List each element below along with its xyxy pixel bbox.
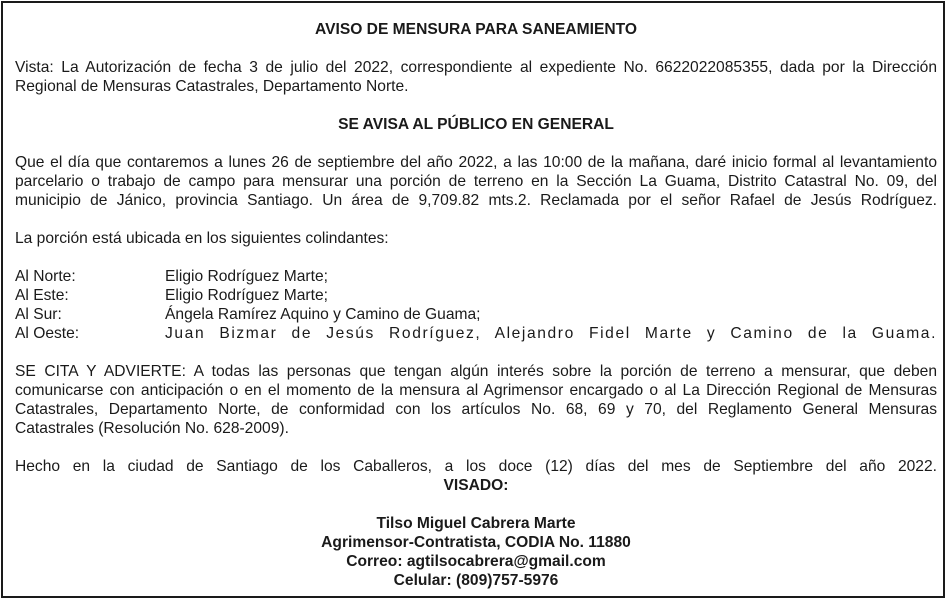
summons-line: comunicarse con anticipación o en el momento de la mensura al Agrimensor encargado o al La Dirección Regional de Mensuras xyxy=(15,382,937,399)
boundary-label: Al Oeste: xyxy=(15,325,80,342)
boundary-value: Eligio Rodríguez Marte; xyxy=(165,287,328,304)
vista-paragraph xyxy=(15,58,937,96)
announcement-paragraph xyxy=(15,153,937,210)
boundary-row-norte xyxy=(15,267,937,286)
boundaries-list xyxy=(15,267,937,343)
summons-paragraph xyxy=(15,362,937,438)
boundary-row-este xyxy=(15,286,937,305)
summons-line: Catastrales (Resolución No. 628-2009). xyxy=(15,420,289,437)
signer-name: Tilso Miguel Cabrera Marte xyxy=(376,515,576,532)
vista-line: Vista: La Autorización de fecha 3 de julio del 2022, correspondiente al expediente No. 6622022085355, dada por la Dirección xyxy=(15,59,937,76)
summons-line: Catastrales, Departamento Norte, de conformidad con los artículos No. 68, 69 y 70, del Reglamento General Mensuras xyxy=(15,401,937,418)
signer-role: Agrimensor-Contratista, CODIA No. 11880 xyxy=(321,534,631,551)
boundary-label: Al Este: xyxy=(15,287,69,304)
boundary-value: Eligio Rodríguez Marte; xyxy=(165,268,328,285)
boundaries-intro: La porción está ubicada en los siguientes colindantes: xyxy=(15,230,389,247)
vista-line: Regional de Mensuras Catastrales, Departamento Norte. xyxy=(15,78,409,95)
visado-label: VISADO: xyxy=(443,477,509,494)
notice-title: AVISO DE MENSURA PARA SANEAMIENTO xyxy=(314,21,637,38)
closing-statement: Hecho en la ciudad de Santiago de los Caballeros, a los doce (12) días del mes de Septiembre del año 2022. xyxy=(15,458,937,475)
boundary-value: Ángela Ramírez Aquino y Camino de Guama; xyxy=(165,306,481,323)
notice-content xyxy=(15,20,937,590)
summons-line: SE CITA Y ADVIERTE: A todas las personas que tengan algún interés sobre la porción de terreno a mensurar, que deben xyxy=(15,363,937,380)
boundary-label: Al Sur: xyxy=(15,306,62,323)
announcement-line: parcelario o trabajo de campo para mensurar una porción de terreno en la Sección La Guama, Distrito Catastral No. 09, del xyxy=(15,173,937,190)
announcement-line: municipio de Jánico, provincia Santiago. Un área de 9,709.82 mts.2. Reclamada por el señor Rafael de Jesús Rodríguez. xyxy=(15,192,937,209)
signer-email: Correo: agtilsocabrera@gmail.com xyxy=(346,553,606,570)
notice-subtitle: SE AVISA AL PÚBLICO EN GENERAL xyxy=(338,116,614,133)
boundary-label: Al Norte: xyxy=(15,268,76,285)
announcement-line: Que el día que contaremos a lunes 26 de septiembre del año 2022, a las 10:00 de la mañana, daré inicio formal al levantamiento xyxy=(15,154,937,171)
boundary-row-sur xyxy=(15,305,937,324)
signature-block xyxy=(15,514,937,590)
boundary-row-oeste xyxy=(15,324,937,343)
signer-phone: Celular: (809)757-5976 xyxy=(393,572,559,589)
boundary-value: Juan Bizmar de Jesús Rodríguez, Alejandro Fidel Marte y Camino de la Guama. xyxy=(165,325,937,342)
